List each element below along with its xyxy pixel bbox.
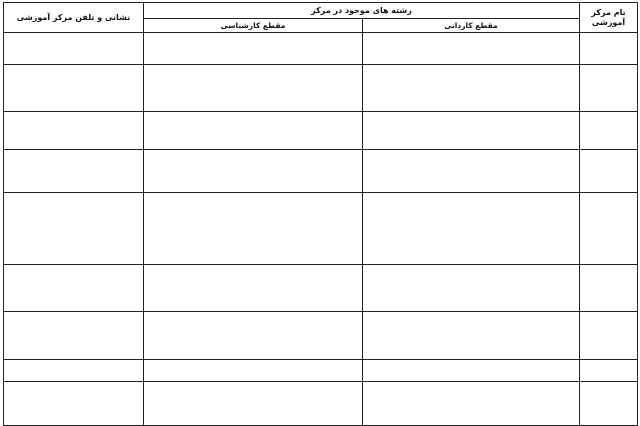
associate-majors: [363, 33, 580, 65]
associate-majors: [363, 65, 580, 112]
center-address: [4, 193, 144, 265]
center-name: [580, 33, 638, 65]
center-name: [580, 193, 638, 265]
center-name: [580, 265, 638, 312]
table-row: [4, 150, 638, 193]
bachelor-majors: [144, 312, 363, 360]
header-associate: مقطع کاردانی: [363, 19, 580, 33]
table-row: [4, 33, 638, 65]
center-address: [4, 265, 144, 312]
center-address: [4, 112, 144, 150]
center-address: [4, 65, 144, 112]
center-name: [580, 382, 638, 426]
center-address: [4, 33, 144, 65]
center-name: [580, 312, 638, 360]
associate-majors: [363, 112, 580, 150]
bachelor-majors: [144, 193, 363, 265]
center-name: [580, 150, 638, 193]
table-row: [4, 360, 638, 382]
center-address: [4, 150, 144, 193]
bachelor-majors: [144, 265, 363, 312]
associate-majors: [363, 193, 580, 265]
center-address: [4, 360, 144, 382]
bachelor-majors: [144, 33, 363, 65]
center-address: [4, 312, 144, 360]
bachelor-majors: [144, 360, 363, 382]
table-row: [4, 193, 638, 265]
bachelor-majors: [144, 112, 363, 150]
center-address: [4, 382, 144, 426]
header-address: نشانی و تلفن مرکز آموزشی: [4, 3, 144, 33]
associate-majors: [363, 265, 580, 312]
center-name: [580, 65, 638, 112]
header-majors: رشته های موجود در مرکز: [144, 3, 580, 19]
table-row: [4, 382, 638, 426]
associate-majors: [363, 312, 580, 360]
header-center-name: نام مرکز آموزشی: [580, 3, 638, 33]
bachelor-majors: [144, 382, 363, 426]
table-row: [4, 265, 638, 312]
table-row: [4, 65, 638, 112]
center-name: [580, 360, 638, 382]
associate-majors: [363, 150, 580, 193]
bachelor-majors: [144, 65, 363, 112]
associate-majors: [363, 360, 580, 382]
center-name: [580, 112, 638, 150]
bachelor-majors: [144, 150, 363, 193]
table-row: [4, 112, 638, 150]
training-centers-table: [3, 2, 638, 426]
header-bachelor: مقطع کارشناسی: [144, 19, 363, 33]
table-row: [4, 312, 638, 360]
associate-majors: [363, 382, 580, 426]
